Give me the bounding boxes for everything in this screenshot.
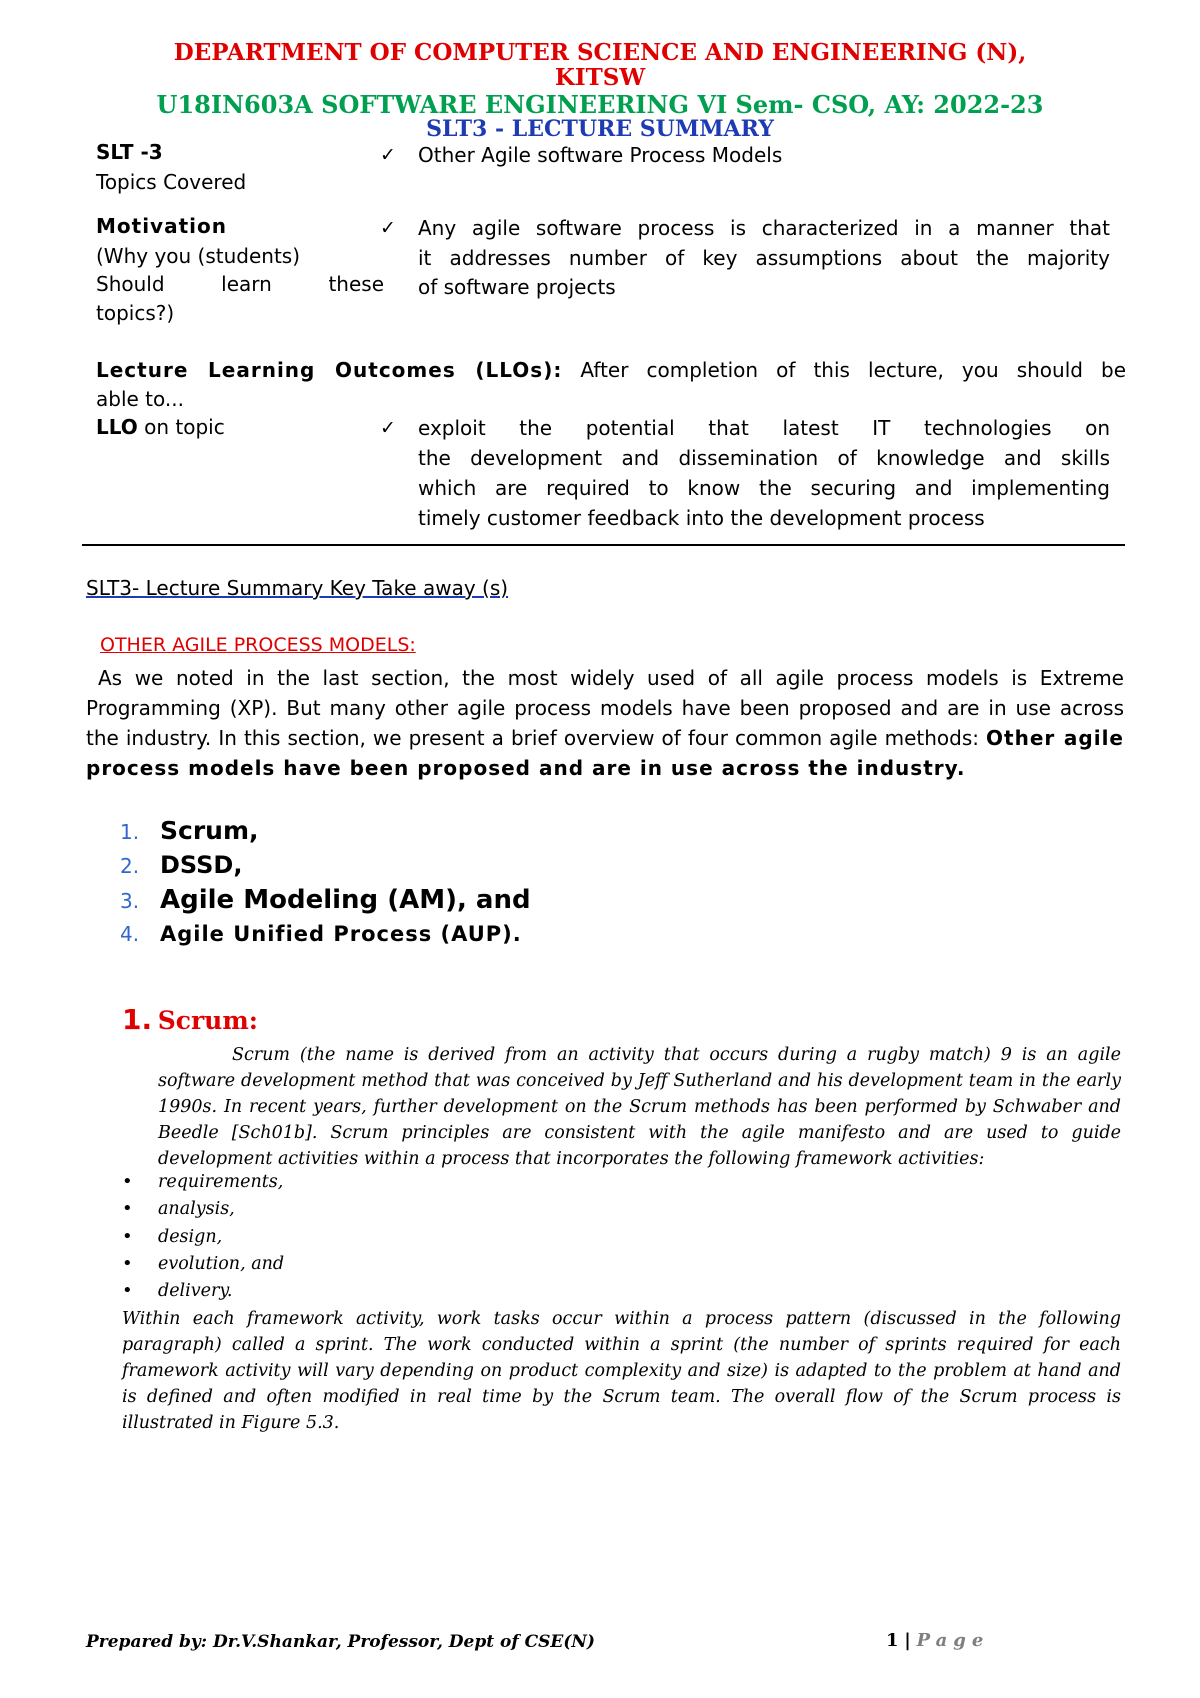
list-number: 3. — [120, 889, 140, 913]
department-heading: DEPARTMENT OF COMPUTER SCIENCE AND ENGINEERING (N), — [173, 39, 1027, 66]
motivation-question-line1: (Why you (students) — [96, 244, 301, 268]
intro-paragraph — [86, 663, 1124, 783]
llo-label-rest: on topic — [144, 415, 225, 439]
summary-heading — [86, 576, 508, 600]
motivation-text-line2: it addresses number of key assumptions about the majority — [418, 246, 1110, 270]
llo-label-line — [96, 413, 225, 442]
bullet-icon: • — [122, 1253, 133, 1274]
scrum-number: 1. — [122, 1003, 153, 1036]
slt-label: SLT -3 — [96, 140, 163, 164]
scrum-title: Scrum: — [157, 1006, 259, 1035]
bullet-text: requirements, — [158, 1172, 284, 1192]
course-heading: U18IN603A SOFTWARE ENGINEERING VI Sem- CSO, AY: 2022-23 — [156, 90, 1044, 119]
bullet-icon: • — [122, 1226, 133, 1247]
list-label: DSSD, — [160, 851, 243, 879]
llo-heading: Lecture Learning Outcomes (LLOs): — [96, 358, 563, 382]
list-item — [120, 922, 522, 946]
bullet-icon: • — [122, 1280, 133, 1301]
scrum-heading — [122, 1003, 258, 1036]
institute-heading: KITSW — [554, 64, 646, 91]
slt-topic: Other Agile software Process Models — [418, 143, 783, 167]
llo-text-line1: exploit the potential that latest IT technologies on — [418, 416, 1110, 440]
page-word: Page — [916, 1630, 990, 1651]
slt-sublabel: Topics Covered — [96, 170, 247, 194]
list-item — [120, 885, 531, 915]
llo-text-line4: timely customer feedback into the development process — [418, 506, 985, 530]
motivation-question-line3: topics?) — [96, 301, 175, 325]
intro-bold-text: Other agile process models have been proposed and are in use across the industry. — [86, 726, 1124, 780]
motivation-question-line2: Should learn these — [96, 272, 384, 296]
scrum-paragraph-2: Within each framework activity, work tasks occur within a process pattern (discussed in the following paragraph) called a sprint. The work conducted within a sprint (the number of sprints required for each framework activity will vary depending on product complexity and size) is adapted to the problem at hand and is defined and often modified in real time by the Scrum team. The overall flow of the Scrum process is illustrated in Figure 5.3. — [122, 1309, 1121, 1433]
intro-text: As we noted in the last section, the most widely used of all agile process models is Extreme Programming (XP). But many other agile process models have been proposed and are in use across the industry. In this section, we present a brief overview of four common agile methods: — [86, 666, 1124, 750]
list-label: Agile Modeling (AM), and — [160, 885, 531, 915]
lecture-summary-heading: SLT3 - LECTURE SUMMARY — [426, 116, 774, 142]
scrum-paragraph-1: Scrum (the name is derived from an activity that occurs during a rugby match) 9 is an agile software development method that was conceived by Jeff Sutherland and his development team in the early 1990s. In recent years, further development on the Scrum methods has been performed by Schwaber and Beedle [Sch01b]. Scrum principles are consistent with the agile manifesto and are used to guide development activities within a process that incorporates the following framework activities: — [158, 1045, 1121, 1169]
footer-prepared-by: Prepared by: Dr.V.Shankar, Professor, Dept of CSE(N) — [86, 1632, 595, 1652]
list-number: 4. — [120, 922, 140, 946]
list-number: 1. — [120, 820, 140, 844]
page-number-value: 1 — [886, 1630, 899, 1651]
motivation-text-line3: of software projects — [418, 275, 616, 299]
section-divider — [82, 544, 1125, 546]
llo-heading-line2: able to... — [96, 387, 184, 411]
summary-heading-text: SLT3- Lecture Summary Key Take away (s) — [86, 576, 509, 600]
list-item — [120, 816, 259, 845]
bullet-icon: • — [122, 1198, 133, 1219]
check-icon: ✓ — [380, 217, 396, 239]
page-number — [886, 1630, 989, 1651]
list-item — [120, 851, 242, 879]
list-number: 2. — [120, 854, 140, 878]
llo-label: LLO — [96, 415, 138, 439]
bullet-text: evolution, and — [158, 1254, 285, 1274]
llo-text-line3: which are required to know the securing and implementing — [418, 476, 1110, 500]
bullet-text: design, — [158, 1227, 223, 1247]
check-icon: ✓ — [380, 144, 396, 166]
llo-text-line2: the development and dissemination of knowledge and skills — [418, 446, 1110, 470]
llo-heading-line — [96, 356, 1126, 385]
bullet-text: analysis, — [158, 1199, 235, 1219]
motivation-label: Motivation — [96, 214, 227, 238]
bullet-icon: • — [122, 1171, 133, 1192]
section-heading: OTHER AGILE PROCESS MODELS: — [100, 634, 416, 656]
list-label: Agile Unified Process (AUP). — [160, 922, 522, 946]
bullet-text: delivery. — [158, 1281, 233, 1301]
motivation-text-line1: Any agile software process is characterized in a manner that — [418, 216, 1110, 240]
check-icon: ✓ — [380, 417, 396, 439]
list-label: Scrum, — [160, 816, 259, 845]
llo-heading-rest: After completion of this lecture, you should be — [580, 358, 1127, 382]
page-separator: | — [904, 1630, 911, 1651]
